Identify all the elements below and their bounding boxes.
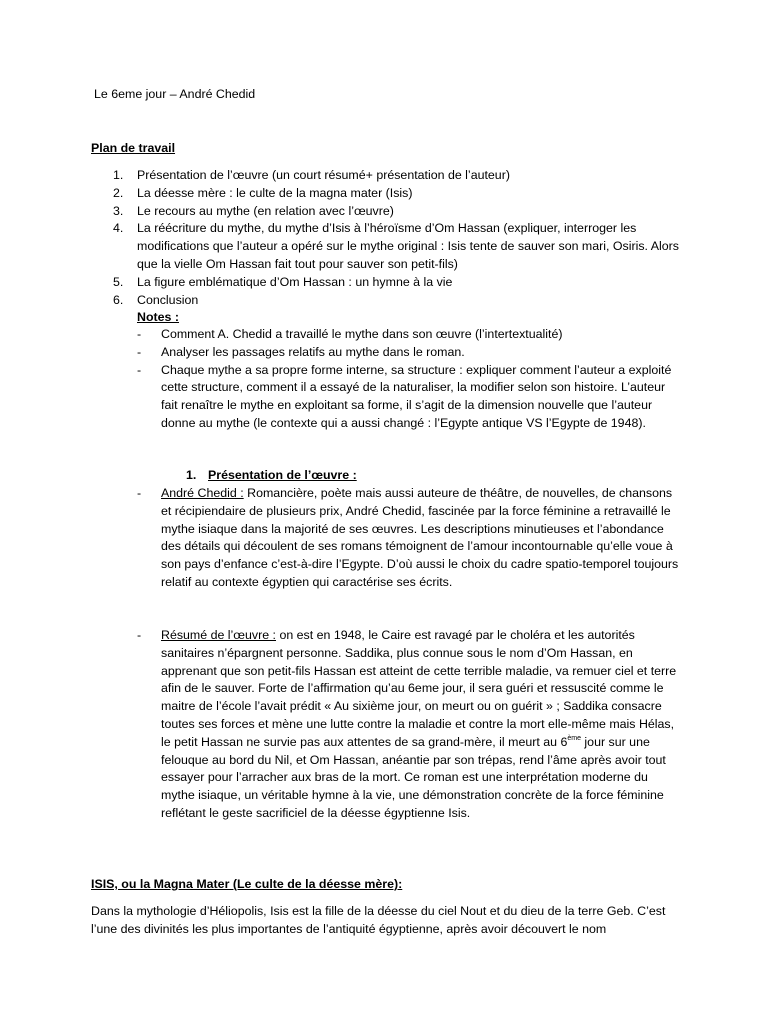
section-number: 1. <box>186 468 197 482</box>
notes-item-text: Comment A. Chedid a travaillé le mythe dans son œuvre (l’intertextualité) <box>161 327 563 341</box>
author-list <box>137 485 682 592</box>
plan-item-number: 5. <box>113 274 124 289</box>
section-title: Présentation de l’œuvre : <box>208 468 357 482</box>
resume-list <box>137 627 682 823</box>
resume-paragraph <box>161 627 682 823</box>
plan-item <box>113 220 683 273</box>
plan-item-text: La réécriture du mythe, du mythe d’Isis à l’héroïsme d’Om Hassan (expliquer, interroger les modifications que l’auteur a opéré sur le mythe original : Isis tente de sauver son mari, Osiris. Alors que la vielle Om Hassan fait tout pour sauver son petit-fils) <box>137 221 679 271</box>
dash-bullet: - <box>137 362 142 377</box>
resume-text-before: on est en 1948, le Caire est ravagé par le choléra et les autorités sanitaires n’épargnent personne. Saddika, plus connue sous le nom d’Om Hassan, en apprenant que son petit-fils Hassan est atteint de cette terrible maladie, va remuer ciel et terre afin de le sauver. Forte de l’affirmation qu’au 6eme jour, il sera guéri et ressuscité comme le maitre de l’école l’avait prédit « Au sixième jour, on meurt ou on guérit » ; Saddika consacre toutes ses forces et mène une lutte contre la maladie et contre la mort elle-même mais Hélas, le petit Hassan ne survie pas aux attentes de sa grand-mère, il meurt au 6 <box>161 628 677 749</box>
plan-item-number: 4. <box>113 221 124 236</box>
dash-bullet: - <box>137 327 142 341</box>
plan-heading: Plan de travail <box>91 141 176 155</box>
notes-item-text: Chaque mythe a sa propre forme interne, sa structure : expliquer comment l’auteur a exploité cette structure, comment il a essayé de la naturaliser, la modifier selon son histoire. L’auteur fait renaître le mythe en exploitant sa forme, il s’agit de la dimension nouvelle que l’auteur donne au mythe (le contexte qui a aussi changé : l’Egypte antique VS l’Egypte de 1948). <box>161 362 672 430</box>
plan-item-text: La figure emblématique d’Om Hassan : un hymne à la vie <box>137 274 453 289</box>
notes-list <box>137 326 682 433</box>
plan-item-number: 3. <box>113 203 124 218</box>
plan-item-number: 1. <box>113 168 124 182</box>
plan-item <box>113 292 683 310</box>
resume-label: Résumé de l’œuvre : <box>161 628 276 642</box>
document-title: Le 6eme jour – André Chedid <box>94 87 256 101</box>
plan-item <box>113 274 683 292</box>
author-text: Romancière, poète mais aussi auteure de théâtre, de nouvelles, de chansons et récipiendaire de plusieurs prix, André Chedid, fascinée par la force féminine a retravaillé le mythe isiaque dans la majorité de ses œuvres. Les descriptions minutieuses et l’abondance des détails qui découlent de ses romans témoignent de l’amour incontournable qu’elle voue à son pays d’enfance c’est-à-dire l’Egypte. D’où aussi le choix du cadre spatio-temporel toujours relatif au contexte égyptien qui caractérise ses écrits. <box>161 486 679 589</box>
plan-item <box>113 203 683 221</box>
plan-item-number: 2. <box>113 185 124 200</box>
plan-item-text: Le recours au mythe (en relation avec l’œuvre) <box>137 203 394 218</box>
plan-list <box>113 167 683 309</box>
notes-item <box>137 344 682 362</box>
plan-item-text: Présentation de l’œuvre (un court résumé+ présentation de l’auteur) <box>137 168 510 182</box>
ordinal-superscript: ème <box>567 734 581 742</box>
resume-text-after: jour sur une felouque au bord du Nil, et Om Hassan, anéantie par son trépas, rend l’âme après avoir tout essayer pour l’arracher aux bras de la mort. Ce roman est une interprétation moderne du mythe isiaque, un véritable hymne à la vie, une démonstration concrète de la force féminine reflétant le geste sacrificiel de la déesse égyptienne Isis. <box>161 734 666 820</box>
plan-item-number: 6. <box>113 292 124 307</box>
notes-item <box>137 326 682 344</box>
resume-item <box>137 627 682 823</box>
section-heading-presentation <box>186 467 357 485</box>
notes-heading: Notes : <box>137 310 179 324</box>
dash-bullet: - <box>137 486 142 500</box>
notes-item <box>137 362 682 433</box>
plan-item-text: Conclusion <box>137 292 199 307</box>
isis-paragraph: Dans la mythologie d’Héliopolis, Isis est la fille de la déesse du ciel Nout et du dieu de la terre Geb. C’est l’une des divinités les plus importantes de l’antiquité égyptienne, après avoir découvert le nom <box>91 904 666 936</box>
plan-item-text: La déesse mère : le culte de la magna mater (Isis) <box>137 185 413 200</box>
dash-bullet: - <box>137 344 142 359</box>
isis-heading: ISIS, ou la Magna Mater (Le culte de la déesse mère): <box>91 877 403 891</box>
plan-item <box>113 185 683 203</box>
author-item <box>137 485 682 592</box>
plan-item <box>113 167 683 185</box>
notes-item-text: Analyser les passages relatifs au mythe dans le roman. <box>161 344 465 359</box>
author-label: André Chedid : <box>161 486 244 500</box>
author-paragraph <box>161 485 682 592</box>
dash-bullet: - <box>137 628 142 642</box>
